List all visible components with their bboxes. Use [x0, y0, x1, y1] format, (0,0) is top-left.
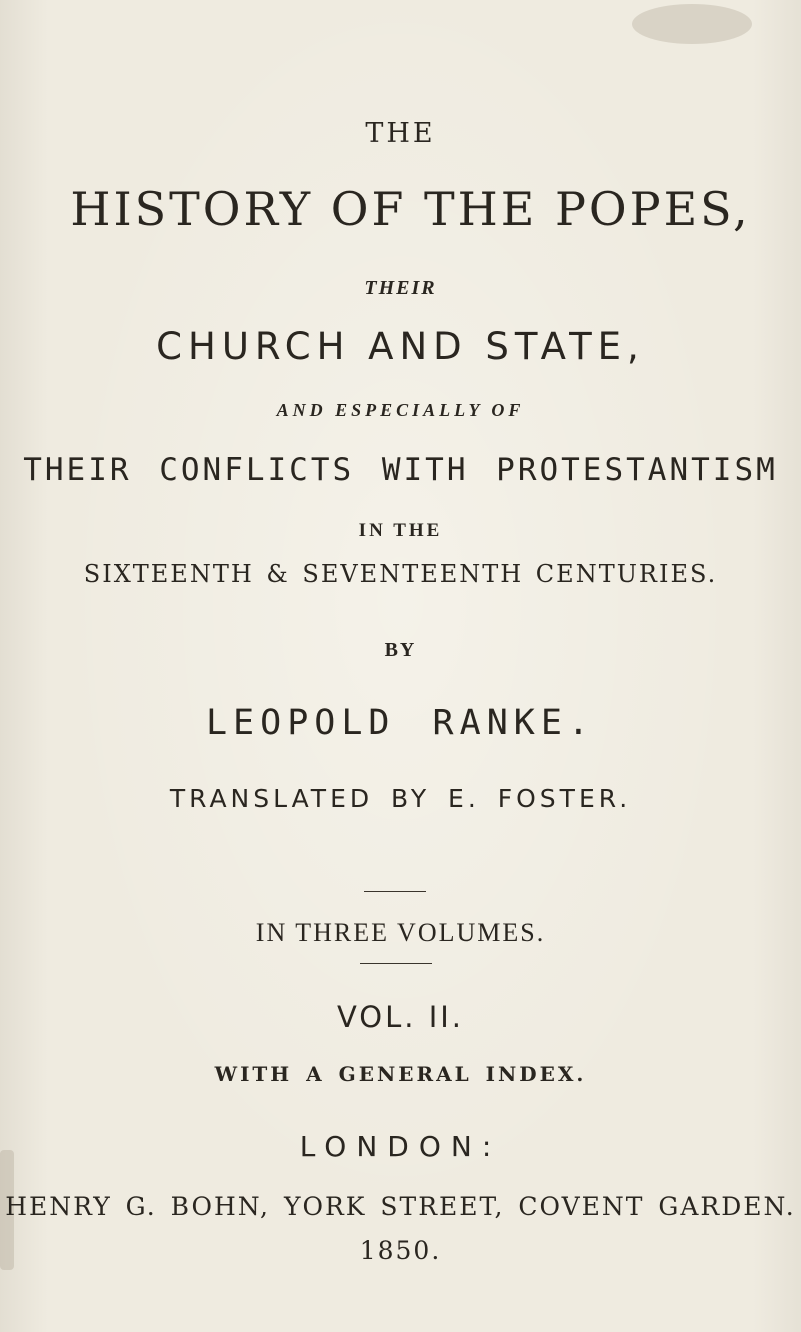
subtitle-church-state: CHURCH AND STATE,	[156, 325, 645, 368]
heading-the: THE	[365, 118, 436, 149]
paper-stain	[632, 4, 752, 44]
index-note: WITH A GENERAL INDEX.	[214, 1062, 587, 1086]
imprint-publisher: HENRY G. BOHN, YORK STREET, COVENT GARDEN.	[5, 1192, 796, 1221]
subtitle-their: THEIR	[364, 277, 437, 299]
imprint-year: 1850.	[359, 1236, 442, 1265]
author-name: LEOPOLD RANKE.	[205, 703, 595, 743]
byline-by: BY	[384, 639, 417, 661]
volumes-count: IN THREE VOLUMES.	[255, 918, 546, 947]
book-title: HISTORY OF THE POPES,	[70, 182, 751, 236]
volume-number: VOL. II.	[336, 1000, 465, 1034]
divider-rule	[360, 963, 432, 964]
translator-line: TRANSLATED BY E. FOSTER.	[169, 784, 632, 813]
subtitle-and-especially: AND ESPECIALLY OF	[276, 400, 525, 420]
divider-rule	[364, 891, 426, 892]
subtitle-in-the: IN THE	[358, 520, 443, 541]
subtitle-centuries: SIXTEENTH & SEVENTEENTH CENTURIES.	[83, 560, 718, 588]
imprint-city: LONDON:	[299, 1130, 502, 1163]
subtitle-conflicts: THEIR CONFLICTS WITH PROTESTANTISM	[23, 452, 778, 488]
